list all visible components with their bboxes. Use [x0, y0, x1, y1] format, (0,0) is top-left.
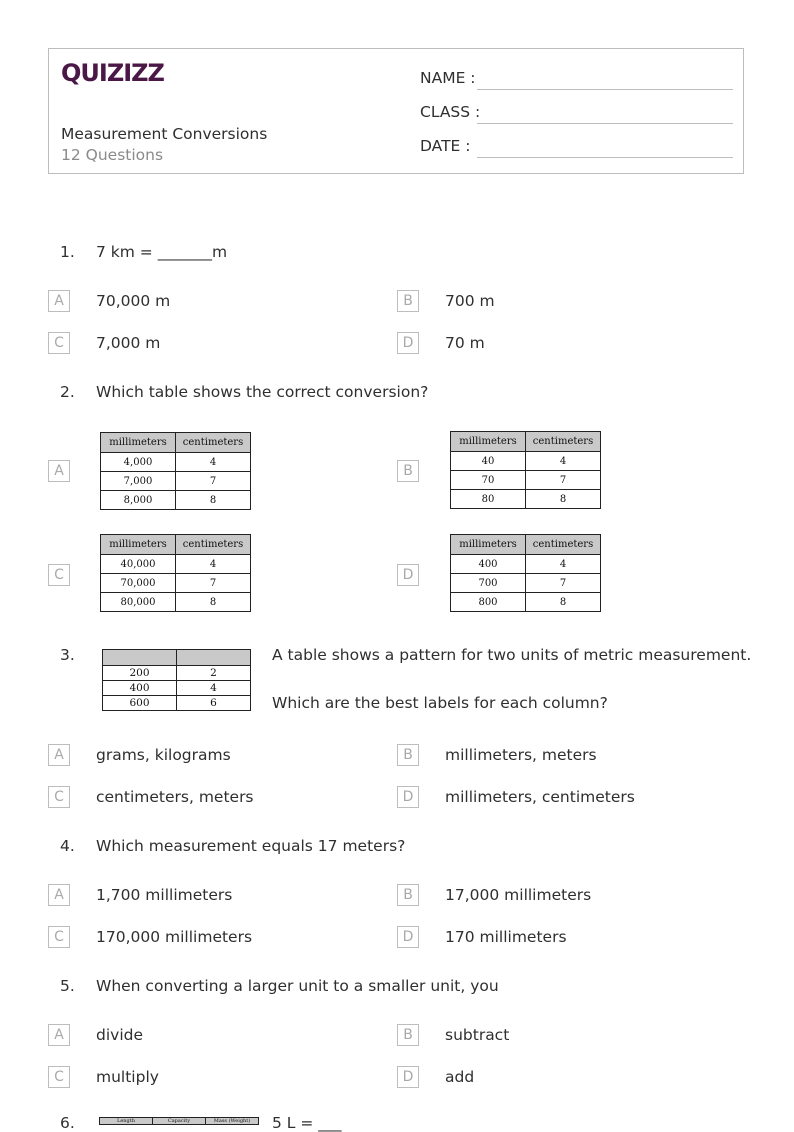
table-cell: 6 — [177, 696, 251, 711]
table-cell: 7 — [526, 574, 601, 593]
table-cell: 600 — [103, 696, 177, 711]
question-count: 12 Questions — [61, 146, 164, 164]
table-cell: 8 — [526, 490, 601, 509]
option-letter[interactable]: A — [48, 744, 70, 766]
table-cell: 7,000 — [101, 472, 176, 491]
option-letter[interactable]: C — [48, 564, 70, 586]
option-text: 70 m — [445, 334, 485, 352]
question-text: 7 km = _______m — [96, 243, 228, 261]
question-number: 2. — [60, 383, 75, 401]
option-text: 70,000 m — [96, 292, 171, 310]
option-text: 7,000 m — [96, 334, 161, 352]
table-cell: 200 — [103, 666, 177, 681]
table-cell: 70 — [451, 471, 526, 490]
option-letter[interactable]: B — [397, 290, 419, 312]
question-number: 4. — [60, 837, 75, 855]
conversion-table-a — [100, 432, 251, 510]
name-line[interactable] — [477, 89, 733, 90]
question-text: A table shows a pattern for two units of metric measurement. — [272, 646, 752, 664]
table-cell: 700 — [451, 574, 526, 593]
table-header: centimeters — [526, 432, 601, 452]
date-line[interactable] — [477, 157, 733, 158]
table-cell: 400 — [451, 555, 526, 574]
table-cell: 8 — [176, 593, 251, 612]
conversion-table-c — [100, 534, 251, 612]
option-text: add — [445, 1068, 475, 1086]
question-text: When converting a larger unit to a smaller unit, you — [96, 977, 499, 995]
pattern-table — [102, 649, 251, 711]
table-header: millimeters — [101, 433, 176, 453]
table-cell: 80,000 — [101, 593, 176, 612]
table-header: centimeters — [526, 535, 601, 555]
question-text: 5 L = ___ — [272, 1114, 342, 1132]
table-cell: 7 — [526, 471, 601, 490]
table-cell: 8 — [526, 593, 601, 612]
date-label: DATE : — [420, 137, 471, 155]
table-cell: 4,000 — [101, 453, 176, 472]
table-header: Mass (Weight) — [206, 1118, 259, 1125]
table-header: Capacity — [153, 1118, 206, 1125]
conversion-table-b — [450, 431, 601, 509]
worksheet-header — [48, 48, 744, 174]
question-number: 6. — [60, 1114, 75, 1132]
question-text: Which are the best labels for each column? — [272, 694, 608, 712]
option-text: grams, kilograms — [96, 746, 231, 764]
option-letter[interactable]: B — [397, 460, 419, 482]
question-number: 5. — [60, 977, 75, 995]
table-cell: 8 — [176, 491, 251, 510]
question-number: 3. — [60, 646, 75, 664]
question-text: Which table shows the correct conversion? — [96, 383, 429, 401]
table-cell: 40,000 — [101, 555, 176, 574]
table-cell: 4 — [176, 555, 251, 574]
class-line[interactable] — [477, 123, 733, 124]
table-header — [177, 650, 251, 666]
question-number: 1. — [60, 243, 75, 261]
table-header: centimeters — [176, 433, 251, 453]
option-text: divide — [96, 1026, 143, 1044]
table-cell: 8,000 — [101, 491, 176, 510]
option-text: 170,000 millimeters — [96, 928, 253, 946]
table-cell: 2 — [177, 666, 251, 681]
table-cell: 70,000 — [101, 574, 176, 593]
table-header: centimeters — [176, 535, 251, 555]
table-cell: 4 — [176, 453, 251, 472]
table-cell: 400 — [103, 681, 177, 696]
option-letter[interactable]: D — [397, 1066, 419, 1088]
option-text: millimeters, centimeters — [445, 788, 635, 806]
option-letter[interactable]: D — [397, 332, 419, 354]
table-header: millimeters — [451, 432, 526, 452]
option-text: multiply — [96, 1068, 159, 1086]
worksheet-title: Measurement Conversions — [61, 125, 268, 143]
class-label: CLASS : — [420, 103, 481, 121]
option-text: 170 millimeters — [445, 928, 567, 946]
table-cell: 7 — [176, 574, 251, 593]
option-letter[interactable]: B — [397, 884, 419, 906]
table-cell: 4 — [177, 681, 251, 696]
table-header: millimeters — [101, 535, 176, 555]
option-letter[interactable]: D — [397, 564, 419, 586]
table-header: Length — [100, 1118, 153, 1125]
option-letter[interactable]: B — [397, 744, 419, 766]
table-cell: 800 — [451, 593, 526, 612]
option-letter[interactable]: B — [397, 1024, 419, 1046]
table-cell: 80 — [451, 490, 526, 509]
table-header — [103, 650, 177, 666]
option-letter[interactable]: C — [48, 332, 70, 354]
option-text: subtract — [445, 1026, 510, 1044]
table-cell: 7 — [176, 472, 251, 491]
units-table — [99, 1117, 259, 1125]
question-text: Which measurement equals 17 meters? — [96, 837, 406, 855]
option-letter[interactable]: C — [48, 786, 70, 808]
quizizz-logo: QUIZIZZ — [61, 59, 164, 87]
table-header: millimeters — [451, 535, 526, 555]
option-letter[interactable]: A — [48, 1024, 70, 1046]
table-cell: 4 — [526, 555, 601, 574]
name-label: NAME : — [420, 69, 476, 87]
table-cell: 40 — [451, 452, 526, 471]
option-text: millimeters, meters — [445, 746, 597, 764]
option-letter[interactable]: C — [48, 926, 70, 948]
conversion-table-d — [450, 534, 601, 612]
option-letter[interactable]: D — [397, 786, 419, 808]
option-text: 1,700 millimeters — [96, 886, 233, 904]
option-text: 700 m — [445, 292, 495, 310]
option-letter[interactable]: A — [48, 290, 70, 312]
option-text: 17,000 millimeters — [445, 886, 592, 904]
option-letter[interactable]: D — [397, 926, 419, 948]
option-letter[interactable]: A — [48, 460, 70, 482]
table-cell: 4 — [526, 452, 601, 471]
option-text: centimeters, meters — [96, 788, 254, 806]
option-letter[interactable]: C — [48, 1066, 70, 1088]
option-letter[interactable]: A — [48, 884, 70, 906]
